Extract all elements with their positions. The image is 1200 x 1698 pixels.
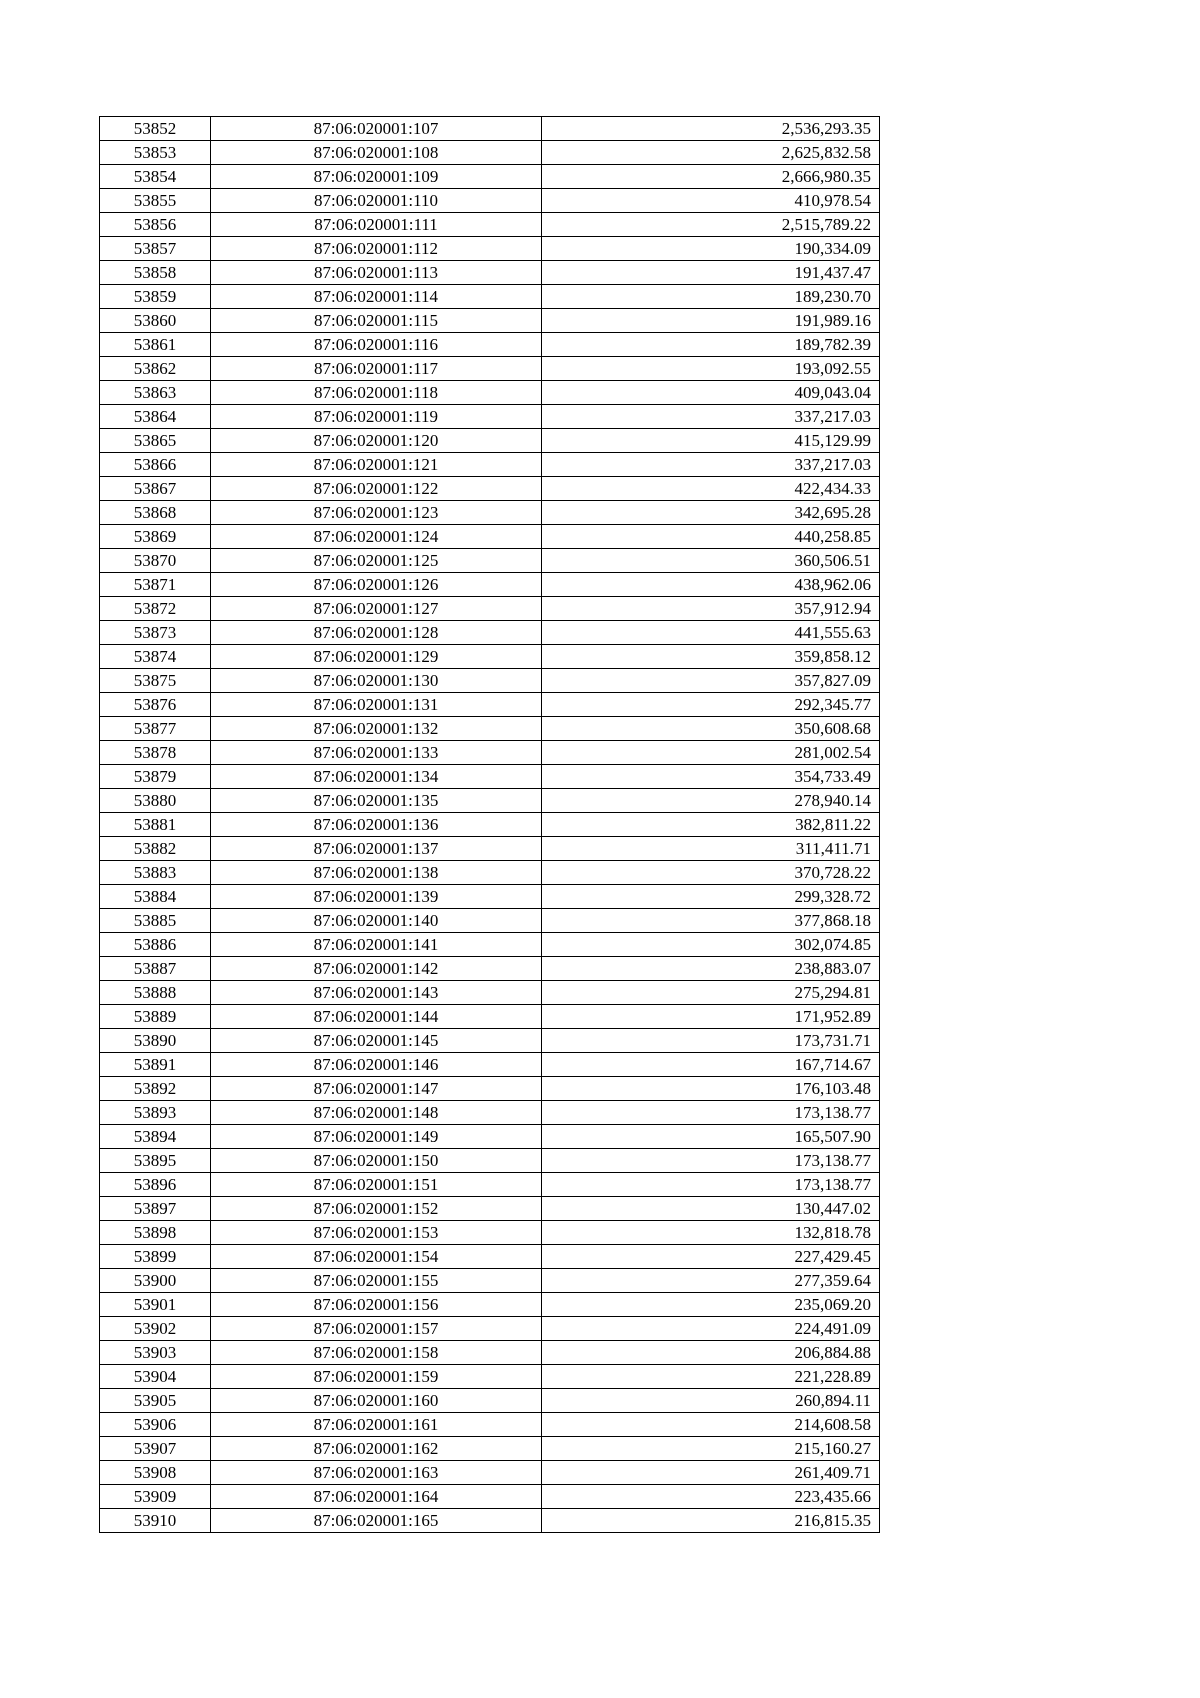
value-cell: 2,625,832.58	[542, 141, 880, 165]
table-row	[100, 1389, 880, 1413]
value-cell: 165,507.90	[542, 1125, 880, 1149]
table-row	[100, 333, 880, 357]
value-cell: 227,429.45	[542, 1245, 880, 1269]
table-row	[100, 1053, 880, 1077]
table-row	[100, 453, 880, 477]
cadastral-number-cell: 87:06:020001:123	[211, 501, 542, 525]
table-row	[100, 1437, 880, 1461]
row-number-cell: 53886	[100, 933, 211, 957]
row-number-cell: 53882	[100, 837, 211, 861]
table-row	[100, 789, 880, 813]
table-row	[100, 1509, 880, 1533]
value-cell: 235,069.20	[542, 1293, 880, 1317]
row-number-cell: 53910	[100, 1509, 211, 1533]
row-number-cell: 53905	[100, 1389, 211, 1413]
cadastral-number-cell: 87:06:020001:150	[211, 1149, 542, 1173]
table-row	[100, 573, 880, 597]
value-cell: 278,940.14	[542, 789, 880, 813]
table-row	[100, 1077, 880, 1101]
cadastral-number-cell: 87:06:020001:136	[211, 813, 542, 837]
cadastral-number-cell: 87:06:020001:156	[211, 1293, 542, 1317]
table-row	[100, 693, 880, 717]
value-cell: 370,728.22	[542, 861, 880, 885]
value-cell: 224,491.09	[542, 1317, 880, 1341]
value-cell: 193,092.55	[542, 357, 880, 381]
row-number-cell: 53863	[100, 381, 211, 405]
value-cell: 221,228.89	[542, 1365, 880, 1389]
value-cell: 2,666,980.35	[542, 165, 880, 189]
table-row	[100, 1269, 880, 1293]
value-cell: 223,435.66	[542, 1485, 880, 1509]
table-row	[100, 957, 880, 981]
row-number-cell: 53888	[100, 981, 211, 1005]
value-cell: 214,608.58	[542, 1413, 880, 1437]
cadastral-number-cell: 87:06:020001:159	[211, 1365, 542, 1389]
cadastral-number-cell: 87:06:020001:155	[211, 1269, 542, 1293]
table-row	[100, 1341, 880, 1365]
value-cell: 350,608.68	[542, 717, 880, 741]
table-row	[100, 1005, 880, 1029]
cadastral-number-cell: 87:06:020001:142	[211, 957, 542, 981]
cadastral-number-cell: 87:06:020001:137	[211, 837, 542, 861]
row-number-cell: 53908	[100, 1461, 211, 1485]
table-row	[100, 1101, 880, 1125]
cadastral-number-cell: 87:06:020001:112	[211, 237, 542, 261]
value-cell: 189,230.70	[542, 285, 880, 309]
row-number-cell: 53881	[100, 813, 211, 837]
table-row	[100, 285, 880, 309]
table-row	[100, 645, 880, 669]
row-number-cell: 53853	[100, 141, 211, 165]
value-cell: 260,894.11	[542, 1389, 880, 1413]
table-row	[100, 813, 880, 837]
cadastral-number-cell: 87:06:020001:146	[211, 1053, 542, 1077]
value-cell: 216,815.35	[542, 1509, 880, 1533]
table-row	[100, 309, 880, 333]
row-number-cell: 53887	[100, 957, 211, 981]
cadastral-number-cell: 87:06:020001:122	[211, 477, 542, 501]
row-number-cell: 53867	[100, 477, 211, 501]
value-cell: 422,434.33	[542, 477, 880, 501]
table-row	[100, 765, 880, 789]
row-number-cell: 53890	[100, 1029, 211, 1053]
row-number-cell: 53894	[100, 1125, 211, 1149]
table-row	[100, 141, 880, 165]
value-cell: 354,733.49	[542, 765, 880, 789]
value-cell: 410,978.54	[542, 189, 880, 213]
table-row	[100, 1461, 880, 1485]
cadastral-number-cell: 87:06:020001:130	[211, 669, 542, 693]
value-cell: 277,359.64	[542, 1269, 880, 1293]
value-cell: 171,952.89	[542, 1005, 880, 1029]
row-number-cell: 53861	[100, 333, 211, 357]
cadastral-number-cell: 87:06:020001:151	[211, 1173, 542, 1197]
row-number-cell: 53889	[100, 1005, 211, 1029]
value-cell: 440,258.85	[542, 525, 880, 549]
value-cell: 415,129.99	[542, 429, 880, 453]
value-cell: 377,868.18	[542, 909, 880, 933]
table-row	[100, 213, 880, 237]
row-number-cell: 53899	[100, 1245, 211, 1269]
cadastral-number-cell: 87:06:020001:114	[211, 285, 542, 309]
value-cell: 206,884.88	[542, 1341, 880, 1365]
row-number-cell: 53900	[100, 1269, 211, 1293]
value-cell: 167,714.67	[542, 1053, 880, 1077]
cadastral-number-cell: 87:06:020001:139	[211, 885, 542, 909]
cadastral-number-cell: 87:06:020001:158	[211, 1341, 542, 1365]
row-number-cell: 53871	[100, 573, 211, 597]
table-row	[100, 1485, 880, 1509]
cadastral-number-cell: 87:06:020001:118	[211, 381, 542, 405]
row-number-cell: 53901	[100, 1293, 211, 1317]
cadastral-number-cell: 87:06:020001:141	[211, 933, 542, 957]
value-cell: 438,962.06	[542, 573, 880, 597]
table-row	[100, 597, 880, 621]
cadastral-number-cell: 87:06:020001:145	[211, 1029, 542, 1053]
table-row	[100, 1149, 880, 1173]
cadastral-number-cell: 87:06:020001:121	[211, 453, 542, 477]
row-number-cell: 53879	[100, 765, 211, 789]
cadastral-number-cell: 87:06:020001:126	[211, 573, 542, 597]
row-number-cell: 53872	[100, 597, 211, 621]
row-number-cell: 53854	[100, 165, 211, 189]
table-row	[100, 429, 880, 453]
table-row	[100, 837, 880, 861]
value-cell: 360,506.51	[542, 549, 880, 573]
table-row	[100, 1317, 880, 1341]
row-number-cell: 53877	[100, 717, 211, 741]
cadastral-number-cell: 87:06:020001:110	[211, 189, 542, 213]
row-number-cell: 53892	[100, 1077, 211, 1101]
table-row	[100, 237, 880, 261]
value-cell: 261,409.71	[542, 1461, 880, 1485]
table-body	[100, 117, 880, 1533]
table-row	[100, 1197, 880, 1221]
row-number-cell: 53869	[100, 525, 211, 549]
row-number-cell: 53876	[100, 693, 211, 717]
value-cell: 357,827.09	[542, 669, 880, 693]
value-cell: 281,002.54	[542, 741, 880, 765]
row-number-cell: 53896	[100, 1173, 211, 1197]
cadastral-number-cell: 87:06:020001:119	[211, 405, 542, 429]
cadastral-number-cell: 87:06:020001:131	[211, 693, 542, 717]
row-number-cell: 53858	[100, 261, 211, 285]
value-cell: 173,731.71	[542, 1029, 880, 1053]
value-cell: 132,818.78	[542, 1221, 880, 1245]
cadastral-number-cell: 87:06:020001:117	[211, 357, 542, 381]
table-row	[100, 189, 880, 213]
cadastral-number-cell: 87:06:020001:144	[211, 1005, 542, 1029]
value-cell: 302,074.85	[542, 933, 880, 957]
table-row	[100, 357, 880, 381]
table-row	[100, 933, 880, 957]
cadastral-value-table	[99, 116, 880, 1533]
table-row	[100, 525, 880, 549]
row-number-cell: 53868	[100, 501, 211, 525]
cadastral-number-cell: 87:06:020001:109	[211, 165, 542, 189]
row-number-cell: 53906	[100, 1413, 211, 1437]
value-cell: 311,411.71	[542, 837, 880, 861]
row-number-cell: 53859	[100, 285, 211, 309]
table-row	[100, 741, 880, 765]
row-number-cell: 53885	[100, 909, 211, 933]
cadastral-number-cell: 87:06:020001:154	[211, 1245, 542, 1269]
table-row	[100, 717, 880, 741]
row-number-cell: 53895	[100, 1149, 211, 1173]
table-row	[100, 981, 880, 1005]
value-cell: 299,328.72	[542, 885, 880, 909]
cadastral-number-cell: 87:06:020001:115	[211, 309, 542, 333]
cadastral-number-cell: 87:06:020001:140	[211, 909, 542, 933]
row-number-cell: 53903	[100, 1341, 211, 1365]
table-row	[100, 1413, 880, 1437]
value-cell: 337,217.03	[542, 453, 880, 477]
cadastral-number-cell: 87:06:020001:132	[211, 717, 542, 741]
row-number-cell: 53857	[100, 237, 211, 261]
value-cell: 215,160.27	[542, 1437, 880, 1461]
value-cell: 292,345.77	[542, 693, 880, 717]
cadastral-number-cell: 87:06:020001:152	[211, 1197, 542, 1221]
row-number-cell: 53870	[100, 549, 211, 573]
row-number-cell: 53873	[100, 621, 211, 645]
table-row	[100, 669, 880, 693]
cadastral-number-cell: 87:06:020001:107	[211, 117, 542, 141]
value-cell: 173,138.77	[542, 1101, 880, 1125]
cadastral-number-cell: 87:06:020001:120	[211, 429, 542, 453]
row-number-cell: 53864	[100, 405, 211, 429]
row-number-cell: 53862	[100, 357, 211, 381]
cadastral-number-cell: 87:06:020001:111	[211, 213, 542, 237]
table-row	[100, 405, 880, 429]
row-number-cell: 53909	[100, 1485, 211, 1509]
row-number-cell: 53865	[100, 429, 211, 453]
cadastral-number-cell: 87:06:020001:133	[211, 741, 542, 765]
table-row	[100, 621, 880, 645]
row-number-cell: 53875	[100, 669, 211, 693]
cadastral-number-cell: 87:06:020001:116	[211, 333, 542, 357]
row-number-cell: 53880	[100, 789, 211, 813]
value-cell: 173,138.77	[542, 1173, 880, 1197]
cadastral-number-cell: 87:06:020001:129	[211, 645, 542, 669]
value-cell: 190,334.09	[542, 237, 880, 261]
value-cell: 275,294.81	[542, 981, 880, 1005]
row-number-cell: 53874	[100, 645, 211, 669]
table-row	[100, 909, 880, 933]
cadastral-number-cell: 87:06:020001:127	[211, 597, 542, 621]
cadastral-number-cell: 87:06:020001:153	[211, 1221, 542, 1245]
row-number-cell: 53902	[100, 1317, 211, 1341]
value-cell: 409,043.04	[542, 381, 880, 405]
table-row	[100, 165, 880, 189]
row-number-cell: 53852	[100, 117, 211, 141]
cadastral-number-cell: 87:06:020001:125	[211, 549, 542, 573]
row-number-cell: 53907	[100, 1437, 211, 1461]
row-number-cell: 53898	[100, 1221, 211, 1245]
cadastral-number-cell: 87:06:020001:135	[211, 789, 542, 813]
row-number-cell: 53860	[100, 309, 211, 333]
cadastral-number-cell: 87:06:020001:164	[211, 1485, 542, 1509]
cadastral-number-cell: 87:06:020001:124	[211, 525, 542, 549]
table-row	[100, 1245, 880, 1269]
table-row	[100, 1293, 880, 1317]
cadastral-number-cell: 87:06:020001:163	[211, 1461, 542, 1485]
cadastral-number-cell: 87:06:020001:147	[211, 1077, 542, 1101]
value-cell: 191,989.16	[542, 309, 880, 333]
cadastral-number-cell: 87:06:020001:149	[211, 1125, 542, 1149]
table-row	[100, 549, 880, 573]
table-row	[100, 381, 880, 405]
value-cell: 176,103.48	[542, 1077, 880, 1101]
row-number-cell: 53855	[100, 189, 211, 213]
cadastral-number-cell: 87:06:020001:138	[211, 861, 542, 885]
value-cell: 357,912.94	[542, 597, 880, 621]
cadastral-number-cell: 87:06:020001:128	[211, 621, 542, 645]
cadastral-number-cell: 87:06:020001:161	[211, 1413, 542, 1437]
value-cell: 191,437.47	[542, 261, 880, 285]
row-number-cell: 53897	[100, 1197, 211, 1221]
table-row	[100, 885, 880, 909]
value-cell: 342,695.28	[542, 501, 880, 525]
row-number-cell: 53884	[100, 885, 211, 909]
row-number-cell: 53891	[100, 1053, 211, 1077]
cadastral-number-cell: 87:06:020001:148	[211, 1101, 542, 1125]
table-row	[100, 1029, 880, 1053]
table-row	[100, 501, 880, 525]
table-row	[100, 1173, 880, 1197]
row-number-cell: 53878	[100, 741, 211, 765]
row-number-cell: 53883	[100, 861, 211, 885]
row-number-cell: 53904	[100, 1365, 211, 1389]
row-number-cell: 53893	[100, 1101, 211, 1125]
table-row	[100, 861, 880, 885]
value-cell: 173,138.77	[542, 1149, 880, 1173]
table-row	[100, 1125, 880, 1149]
value-cell: 382,811.22	[542, 813, 880, 837]
cadastral-number-cell: 87:06:020001:157	[211, 1317, 542, 1341]
cadastral-number-cell: 87:06:020001:113	[211, 261, 542, 285]
value-cell: 130,447.02	[542, 1197, 880, 1221]
value-cell: 337,217.03	[542, 405, 880, 429]
table-row	[100, 1365, 880, 1389]
table-row	[100, 477, 880, 501]
cadastral-number-cell: 87:06:020001:165	[211, 1509, 542, 1533]
value-cell: 2,536,293.35	[542, 117, 880, 141]
cadastral-number-cell: 87:06:020001:108	[211, 141, 542, 165]
table-row	[100, 117, 880, 141]
value-cell: 441,555.63	[542, 621, 880, 645]
cadastral-number-cell: 87:06:020001:143	[211, 981, 542, 1005]
value-cell: 189,782.39	[542, 333, 880, 357]
value-cell: 238,883.07	[542, 957, 880, 981]
cadastral-number-cell: 87:06:020001:134	[211, 765, 542, 789]
value-cell: 2,515,789.22	[542, 213, 880, 237]
row-number-cell: 53866	[100, 453, 211, 477]
row-number-cell: 53856	[100, 213, 211, 237]
cadastral-number-cell: 87:06:020001:160	[211, 1389, 542, 1413]
table-row	[100, 261, 880, 285]
value-cell: 359,858.12	[542, 645, 880, 669]
cadastral-number-cell: 87:06:020001:162	[211, 1437, 542, 1461]
table-row	[100, 1221, 880, 1245]
